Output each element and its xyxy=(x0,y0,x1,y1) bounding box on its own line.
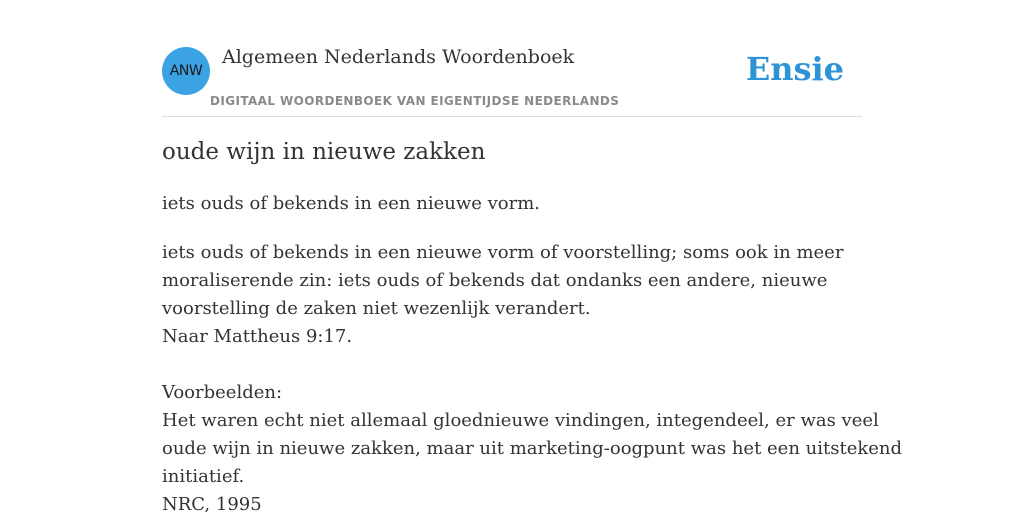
spacer xyxy=(162,351,862,379)
example-line: initiatief. xyxy=(162,466,245,487)
origin-note: Naar Mattheus 9:17. xyxy=(162,326,353,347)
page xyxy=(162,0,903,512)
example-line: Het waren echt niet allemaal gloednieuwe vindingen, integendeel, er was veel xyxy=(162,410,879,431)
definition-line: voorstelling de zaken niet wezenlijk verandert. xyxy=(162,298,591,319)
logo-text: ANW xyxy=(169,63,203,79)
definition-line: iets ouds of bekends in een nieuwe vorm of voorstelling; soms ook in meer xyxy=(162,242,844,263)
examples-label: Voorbeelden: xyxy=(162,382,283,403)
site-title[interactable]: Algemeen Nederlands Woordenboek xyxy=(222,46,575,68)
site-subtitle: DIGITAAL WOORDENBOEK VAN EIGENTIJDSE NEDERLANDS xyxy=(210,94,620,108)
ensie-brand-logo[interactable]: Ensie xyxy=(745,50,844,88)
site-header xyxy=(162,0,862,117)
example-source: NRC, 1995 xyxy=(162,494,262,512)
short-definition: iets ouds of bekends in een nieuwe vorm. xyxy=(162,193,541,214)
example-line: oude wijn in nieuwe zakken, maar uit marketing-oogpunt was het een uitstekend xyxy=(162,438,903,459)
definition-line: moraliserende zin: iets ouds of bekends dat ondanks een andere, nieuwe xyxy=(162,270,828,291)
entry-body xyxy=(162,239,903,512)
entry-title: oude wijn in nieuwe zakken xyxy=(162,139,486,165)
anw-logo[interactable] xyxy=(162,47,210,95)
